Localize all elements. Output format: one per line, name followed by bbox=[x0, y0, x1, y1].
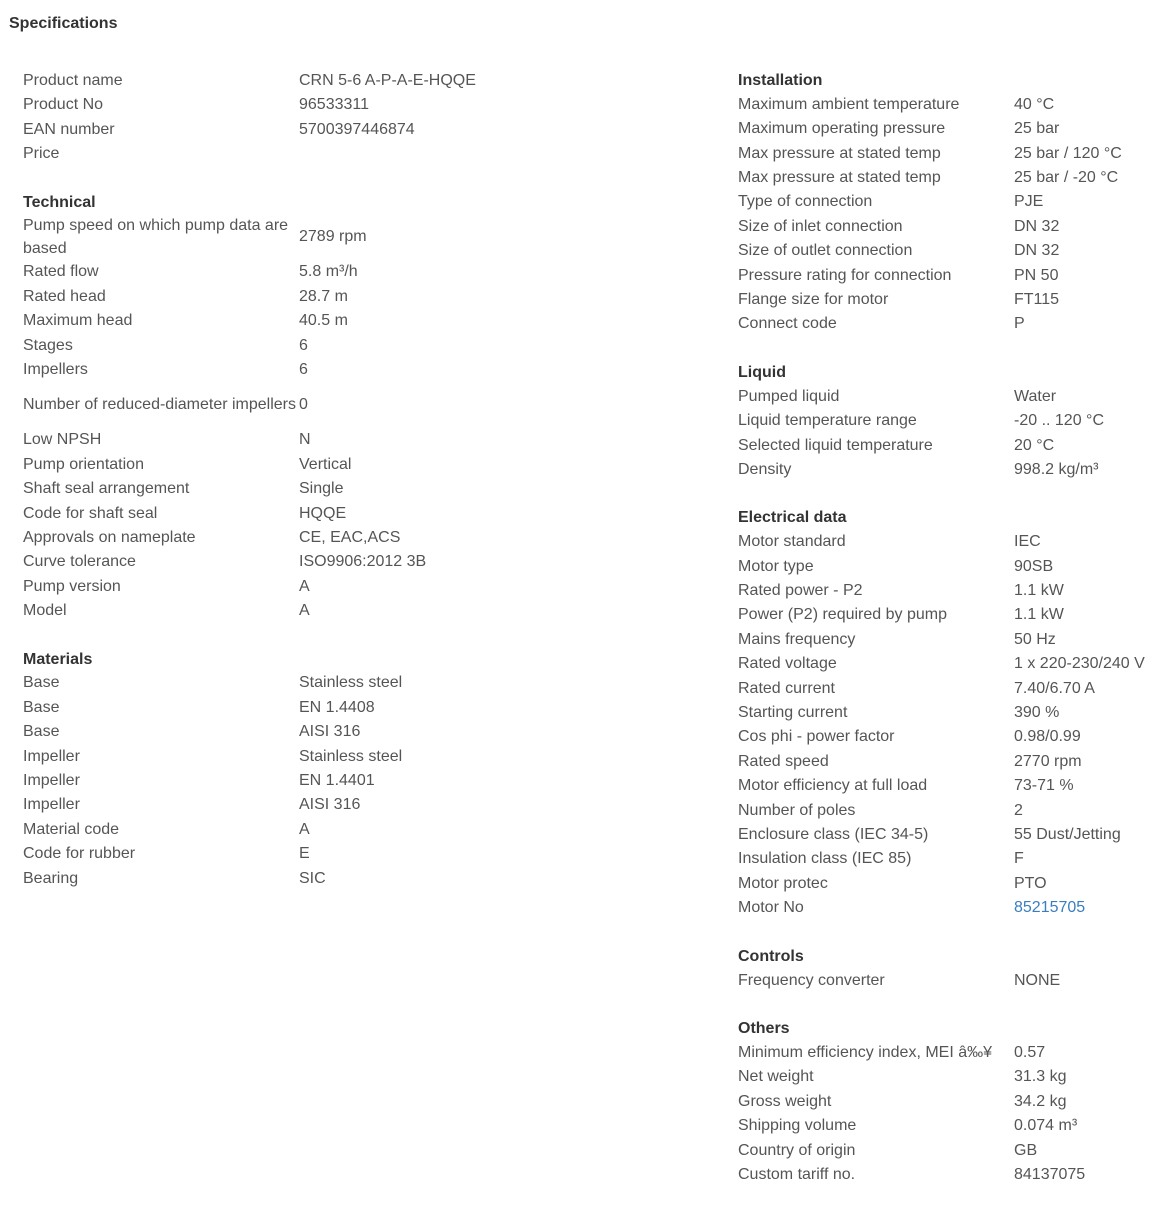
spec-label: Curve tolerance bbox=[23, 553, 136, 571]
spec-label: Pump orientation bbox=[23, 455, 144, 473]
spec-label: Gross weight bbox=[738, 1092, 832, 1110]
spec-label: Impeller bbox=[23, 796, 80, 814]
spec-value: 1.1 kW bbox=[1014, 606, 1064, 624]
spec-row bbox=[738, 604, 1168, 628]
spec-label: Density bbox=[738, 460, 792, 478]
spec-label: Pressure rating for connection bbox=[738, 266, 952, 284]
spec-row bbox=[738, 823, 1168, 847]
spec-value: PTO bbox=[1014, 874, 1047, 892]
spec-value: HQQE bbox=[299, 504, 347, 522]
spec-value: 998.2 kg/m³ bbox=[1014, 460, 1099, 478]
spec-row bbox=[23, 526, 543, 550]
spec-label: Enclosure class (IEC 34-5) bbox=[738, 826, 929, 843]
spec-row bbox=[23, 672, 543, 696]
spec-value: Water bbox=[1014, 387, 1057, 405]
spec-label: Rated head bbox=[23, 287, 106, 305]
spec-value: P bbox=[1014, 315, 1025, 333]
spec-value: 31.3 kg bbox=[1014, 1068, 1067, 1086]
spec-row bbox=[738, 1066, 1168, 1090]
spec-row bbox=[738, 239, 1168, 263]
spec-value: NONE bbox=[1014, 971, 1061, 989]
spec-value: 1.1 kW bbox=[1014, 582, 1064, 600]
spec-row bbox=[23, 550, 543, 574]
spec-value: Stainless steel bbox=[299, 674, 403, 692]
spec-value: 84137075 bbox=[1014, 1165, 1086, 1183]
spec-label: Bearing bbox=[23, 869, 79, 887]
spec-value: GB bbox=[1014, 1141, 1038, 1159]
section-title-liquid: Liquid bbox=[738, 363, 786, 381]
spec-row bbox=[23, 93, 543, 117]
spec-value: 55 Dust/Jetting bbox=[1014, 826, 1121, 843]
spec-value: 390 % bbox=[1014, 704, 1060, 722]
spec-label: Shaft seal arrangement bbox=[23, 480, 190, 498]
spec-label: Type of connection bbox=[738, 193, 873, 211]
spec-value: Stainless steel bbox=[299, 747, 403, 765]
spec-value: ISO9906:2012 3B bbox=[299, 553, 427, 571]
spec-label: Rated current bbox=[738, 679, 835, 697]
general-section bbox=[23, 69, 543, 167]
materials-section bbox=[23, 648, 543, 892]
spec-value: A bbox=[299, 577, 310, 595]
spec-label: Rated power - P2 bbox=[738, 582, 863, 600]
spec-label: Impeller bbox=[23, 772, 80, 790]
spec-row bbox=[23, 720, 543, 744]
spec-label: Motor standard bbox=[738, 533, 846, 551]
spec-label: Motor protec bbox=[738, 874, 828, 892]
spec-value: 0.074 m³ bbox=[1014, 1117, 1078, 1135]
spec-label: Frequency converter bbox=[738, 971, 885, 989]
section-title-others: Others bbox=[738, 1020, 790, 1038]
spec-label: Low NPSH bbox=[23, 431, 102, 449]
spec-label: Liquid temperature range bbox=[738, 412, 917, 430]
motor-no-link[interactable]: 85215705 bbox=[1014, 899, 1086, 917]
spec-value: 0 bbox=[299, 396, 308, 414]
spec-label: Motor type bbox=[738, 557, 814, 575]
spec-row bbox=[23, 309, 543, 333]
spec-value: 28.7 m bbox=[299, 287, 348, 305]
spec-value: FT115 bbox=[1014, 290, 1060, 308]
spec-label: Starting current bbox=[738, 704, 848, 722]
spec-row bbox=[23, 261, 543, 285]
spec-row bbox=[738, 896, 1168, 920]
spec-row bbox=[23, 358, 543, 382]
spec-row bbox=[738, 530, 1168, 554]
section-title-electrical: Electrical data bbox=[738, 509, 847, 527]
spec-label: Pump speed on which pump data are based bbox=[23, 216, 289, 257]
spec-row bbox=[738, 774, 1168, 798]
spec-label: Number of poles bbox=[738, 801, 856, 819]
spec-value: AISI 316 bbox=[299, 796, 361, 814]
spec-label: Rated flow bbox=[23, 263, 99, 281]
spec-value: N bbox=[299, 431, 311, 449]
spec-row bbox=[738, 677, 1168, 701]
spec-label: Number of reduced-diameter impellers bbox=[23, 396, 296, 414]
spec-row bbox=[738, 1090, 1168, 1114]
spec-label: Maximum operating pressure bbox=[738, 120, 946, 138]
spec-label: Code for rubber bbox=[23, 845, 136, 863]
spec-label: Rated speed bbox=[738, 752, 829, 770]
spec-label: Stages bbox=[23, 336, 73, 354]
page-title: Specifications bbox=[9, 15, 118, 32]
spec-label: Rated voltage bbox=[738, 655, 837, 673]
spec-label: Net weight bbox=[738, 1068, 814, 1086]
spec-value: 90SB bbox=[1014, 557, 1054, 575]
spec-row bbox=[23, 769, 543, 793]
spec-value: 34.2 kg bbox=[1014, 1092, 1067, 1110]
spec-row bbox=[738, 555, 1168, 579]
spec-row bbox=[23, 502, 543, 526]
spec-label: Max pressure at stated temp bbox=[738, 144, 941, 162]
spec-row bbox=[23, 599, 543, 623]
spec-row bbox=[23, 142, 543, 166]
installation-section bbox=[738, 69, 1168, 337]
spec-value: Single bbox=[299, 480, 344, 498]
spec-value: 25 bar bbox=[1014, 120, 1060, 138]
spec-row bbox=[738, 1139, 1168, 1163]
spec-value: PN 50 bbox=[1014, 266, 1059, 284]
spec-label: Material code bbox=[23, 820, 120, 838]
spec-label: Insulation class (IEC 85) bbox=[738, 850, 912, 868]
spec-row bbox=[738, 628, 1168, 652]
spec-label: Impeller bbox=[23, 747, 80, 765]
spec-row bbox=[738, 117, 1168, 141]
spec-value: 5.8 m³/h bbox=[299, 263, 358, 281]
spec-value: 20 °C bbox=[1014, 436, 1055, 454]
spec-row bbox=[738, 750, 1168, 774]
liquid-section bbox=[738, 361, 1168, 483]
spec-row bbox=[738, 409, 1168, 433]
spec-value: F bbox=[1014, 850, 1024, 868]
spec-label: Power (P2) required by pump bbox=[738, 606, 947, 624]
spec-row bbox=[738, 434, 1168, 458]
spec-row bbox=[738, 313, 1168, 337]
section-title-controls: Controls bbox=[738, 947, 804, 965]
spec-value: AISI 316 bbox=[299, 723, 361, 741]
section-title-materials: Materials bbox=[23, 650, 93, 668]
spec-row bbox=[23, 118, 543, 142]
spec-value: 5700397446874 bbox=[299, 120, 415, 138]
spec-row bbox=[738, 1114, 1168, 1138]
spec-value: E bbox=[299, 845, 310, 863]
spec-row bbox=[738, 799, 1168, 823]
spec-value: CRN 5-6 A-P-A-E-HQQE bbox=[299, 71, 476, 89]
spec-label: Max pressure at stated temp bbox=[738, 169, 941, 187]
spec-value: 40 °C bbox=[1014, 95, 1055, 113]
right-column bbox=[738, 69, 1168, 1211]
spec-value: 1 x 220-230/240 V bbox=[1014, 655, 1145, 673]
section-title-technical: Technical bbox=[23, 193, 96, 211]
spec-label: Impellers bbox=[23, 360, 88, 378]
spec-value: 25 bar / 120 °C bbox=[1014, 144, 1122, 162]
spec-value: SIC bbox=[299, 869, 326, 887]
spec-label: Base bbox=[23, 674, 60, 692]
spec-value: 0.57 bbox=[1014, 1043, 1046, 1061]
spec-value: 50 Hz bbox=[1014, 630, 1056, 648]
spec-row bbox=[738, 458, 1168, 482]
controls-section bbox=[738, 945, 1168, 993]
spec-value: EN 1.4408 bbox=[299, 698, 375, 716]
spec-label: Code for shaft seal bbox=[23, 504, 158, 522]
others-section bbox=[738, 1017, 1168, 1187]
spec-label: Motor No bbox=[738, 899, 804, 917]
spec-row bbox=[738, 1041, 1168, 1065]
spec-value: 6 bbox=[299, 360, 308, 378]
spec-label: Size of outlet connection bbox=[738, 242, 913, 260]
spec-label: Model bbox=[23, 602, 67, 620]
spec-value: 73-71 % bbox=[1014, 777, 1074, 795]
spec-value: 96533311 bbox=[299, 96, 369, 114]
spec-label: Cos phi - power factor bbox=[738, 728, 895, 746]
spec-value: 2789 rpm bbox=[299, 228, 367, 246]
spec-label: Base bbox=[23, 723, 60, 741]
electrical-section bbox=[738, 506, 1168, 920]
spec-row bbox=[738, 191, 1168, 215]
spec-label: Motor efficiency at full load bbox=[738, 777, 928, 795]
spec-value: Vertical bbox=[299, 455, 352, 473]
spec-value: EN 1.4401 bbox=[299, 772, 375, 790]
spec-row bbox=[738, 264, 1168, 288]
spec-row bbox=[738, 652, 1168, 676]
spec-row bbox=[23, 794, 543, 818]
spec-label: Flange size for motor bbox=[738, 290, 889, 308]
spec-row bbox=[738, 166, 1168, 190]
spec-value: 6 bbox=[299, 336, 308, 354]
spec-row bbox=[23, 477, 543, 501]
spec-row bbox=[738, 701, 1168, 725]
section-title-installation: Installation bbox=[738, 72, 823, 89]
spec-row bbox=[23, 285, 543, 309]
spec-row bbox=[23, 215, 543, 261]
spec-row bbox=[23, 334, 543, 358]
spec-row bbox=[23, 818, 543, 842]
spec-label: Pumped liquid bbox=[738, 387, 840, 405]
spec-row bbox=[23, 575, 543, 599]
spec-row bbox=[23, 842, 543, 866]
spec-value: 7.40/6.70 A bbox=[1014, 679, 1095, 697]
spec-label: Selected liquid temperature bbox=[738, 436, 933, 454]
spec-row bbox=[23, 696, 543, 720]
spec-value: PJE bbox=[1014, 193, 1044, 211]
spec-label: Mains frequency bbox=[738, 630, 856, 648]
spec-label: Connect code bbox=[738, 315, 837, 333]
spec-value: 40.5 m bbox=[299, 312, 348, 330]
spec-label: Country of origin bbox=[738, 1141, 856, 1159]
spec-value: 2 bbox=[1014, 801, 1023, 819]
spec-row bbox=[738, 1163, 1168, 1187]
spec-row bbox=[738, 969, 1168, 993]
technical-section bbox=[23, 191, 543, 624]
spec-row bbox=[23, 69, 543, 93]
spec-label: Price bbox=[23, 145, 60, 163]
spec-value: CE, EAC,ACS bbox=[299, 528, 401, 546]
spec-value: A bbox=[299, 820, 310, 838]
spec-label: Shipping volume bbox=[738, 1117, 857, 1135]
spec-label: Approvals on nameplate bbox=[23, 528, 196, 546]
spec-label: Product No bbox=[23, 96, 104, 114]
spec-value: A bbox=[299, 602, 310, 620]
spec-row bbox=[738, 726, 1168, 750]
spec-row bbox=[23, 867, 543, 891]
spec-row bbox=[738, 385, 1168, 409]
spec-row bbox=[738, 579, 1168, 603]
spec-row bbox=[738, 142, 1168, 166]
spec-label: Custom tariff no. bbox=[738, 1165, 856, 1183]
spec-label: Maximum ambient temperature bbox=[738, 95, 960, 113]
spec-row bbox=[738, 872, 1168, 896]
spec-value: IEC bbox=[1014, 533, 1041, 551]
spec-value: 25 bar / -20 °C bbox=[1014, 169, 1119, 187]
spec-label: Maximum head bbox=[23, 312, 133, 330]
spec-row bbox=[738, 848, 1168, 872]
spec-value: 0.98/0.99 bbox=[1014, 728, 1081, 746]
spec-label: Pump version bbox=[23, 577, 121, 595]
spec-row bbox=[738, 288, 1168, 312]
spec-row bbox=[738, 93, 1168, 117]
spec-label: Base bbox=[23, 698, 60, 716]
spec-row bbox=[23, 429, 543, 453]
spec-value: -20 .. 120 °C bbox=[1014, 412, 1104, 430]
spec-value: DN 32 bbox=[1014, 217, 1060, 235]
spec-label: EAN number bbox=[23, 120, 115, 138]
spec-row bbox=[23, 383, 543, 429]
spec-label: Product name bbox=[23, 71, 123, 89]
spec-row bbox=[23, 453, 543, 477]
spec-label: Minimum efficiency index, MEI â‰¥ bbox=[738, 1043, 993, 1061]
spec-label: Size of inlet connection bbox=[738, 217, 903, 235]
spec-row bbox=[23, 745, 543, 769]
spec-value: DN 32 bbox=[1014, 242, 1060, 260]
spec-row bbox=[738, 215, 1168, 239]
spec-value: 2770 rpm bbox=[1014, 752, 1082, 770]
left-column bbox=[23, 69, 543, 915]
